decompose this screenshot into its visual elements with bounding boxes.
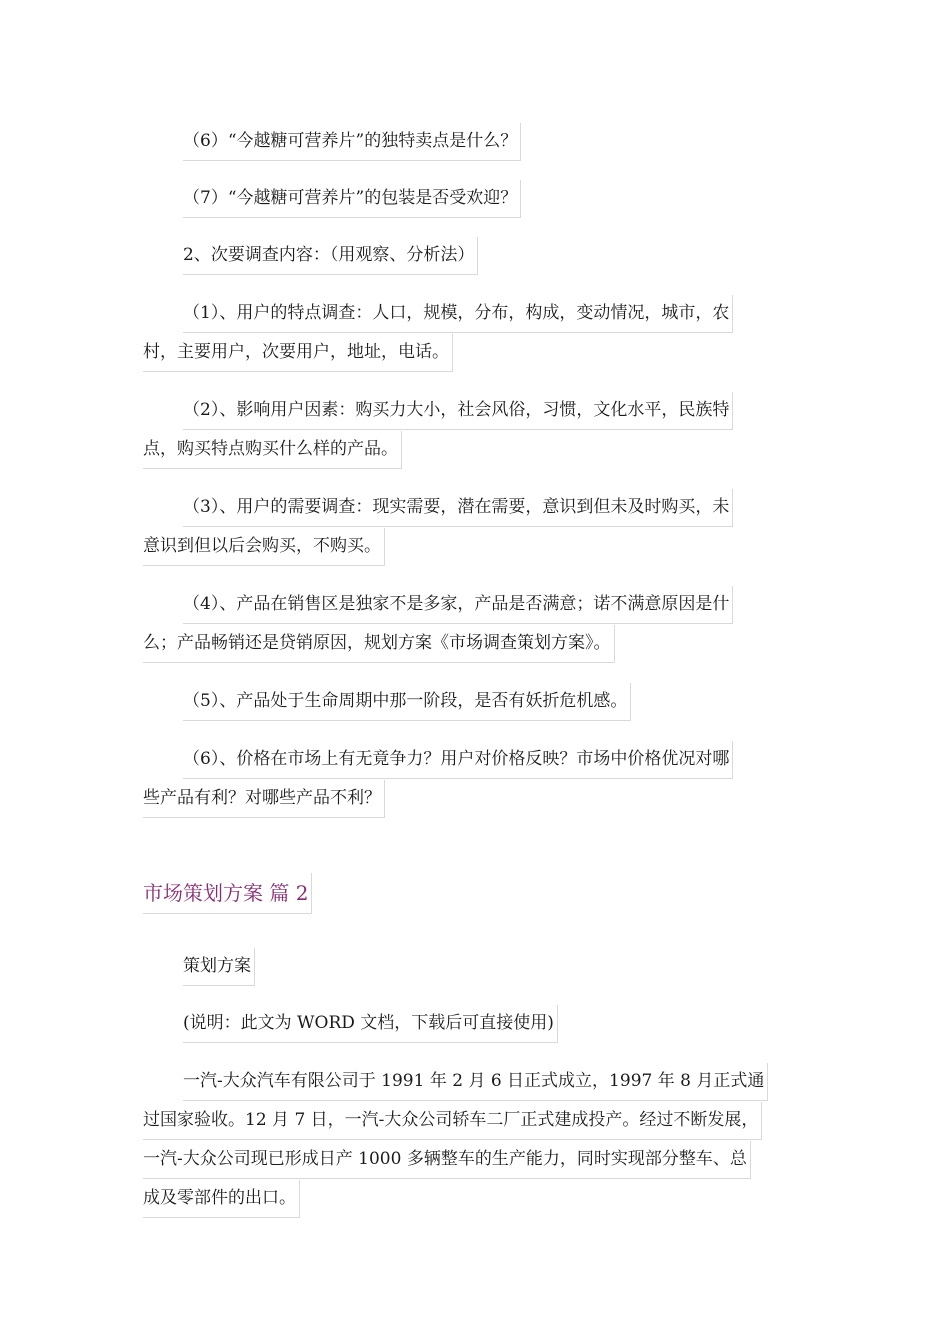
heading-text: 市场策划方案 篇 2 xyxy=(143,873,312,914)
text-line: 策划方案 xyxy=(183,948,255,986)
paragraph-product-sales xyxy=(143,585,807,663)
text-line: 成及零部件的出口。 xyxy=(143,1180,300,1218)
text-line: （6）、价格在市场上有无竟争力？用户对价格反映？市场中价格优况对哪 xyxy=(183,741,733,779)
text-line: （5）、产品处于生命周期中那一阶段，是否有妖折危机感。 xyxy=(183,683,631,721)
paragraph-selling-point xyxy=(143,122,807,161)
text-line: 些产品有利？对哪些产品不利？ xyxy=(143,780,385,818)
paragraph-user-characteristics xyxy=(143,294,807,372)
text-line: (说明：此文为 WORD 文档，下载后可直接使用) xyxy=(183,1005,558,1043)
text-line: （7）“今越糖可营养片”的包装是否受欢迎？ xyxy=(183,180,521,218)
text-line: 么；产品畅销还是贷销原因，规划方案《市场调查策划方案》。 xyxy=(143,625,615,663)
paragraph-company-intro xyxy=(143,1062,807,1218)
text-line: 意识到但以后会购买，不购买。 xyxy=(143,528,385,566)
text-line: （6）“今越糖可营养片”的独特卖点是什么？ xyxy=(183,123,521,161)
text-line: 过国家验收。12 月 7 日，一汽-大众公司轿车二厂正式建成投产。经过不断发展， xyxy=(143,1102,762,1140)
text-line: 一汽-大众汽车有限公司于 1991 年 2 月 6 日正式成立，1997 年 8 月正式通 xyxy=(183,1063,768,1101)
paragraph-user-factors xyxy=(143,391,807,469)
text-line: （2）、影响用户因素：购买力大小，社会风俗，习惯，文化水平，民族特 xyxy=(183,392,733,430)
text-line: （1）、用户的特点调查：人口，规模，分布，构成，变动情况，城市，农 xyxy=(183,295,733,333)
section-heading xyxy=(143,873,312,914)
text-line: 村，主要用户，次要用户，地址，电话。 xyxy=(143,334,453,372)
text-line: 一汽-大众公司现已形成日产 1000 多辆整车的生产能力，同时实现部分整车、总 xyxy=(143,1141,751,1179)
paragraph-user-needs xyxy=(143,488,807,566)
paragraph-packaging xyxy=(143,179,807,218)
text-line: （4）、产品在销售区是独家不是多家，产品是否满意；诺不满意原因是什 xyxy=(183,586,733,624)
paragraph-life-cycle xyxy=(143,682,807,721)
paragraph-plan-title xyxy=(143,947,807,986)
text-line: 2、次要调查内容：（用观察、分析法） xyxy=(183,237,478,275)
paragraph-secondary-survey xyxy=(143,236,807,275)
text-line: （3）、用户的需要调查：现实需要，潜在需要，意识到但未及时购买，未 xyxy=(183,489,733,527)
text-line: 点，购买特点购买什么样的产品。 xyxy=(143,431,402,469)
paragraph-note xyxy=(143,1004,807,1043)
paragraph-price xyxy=(143,740,807,818)
